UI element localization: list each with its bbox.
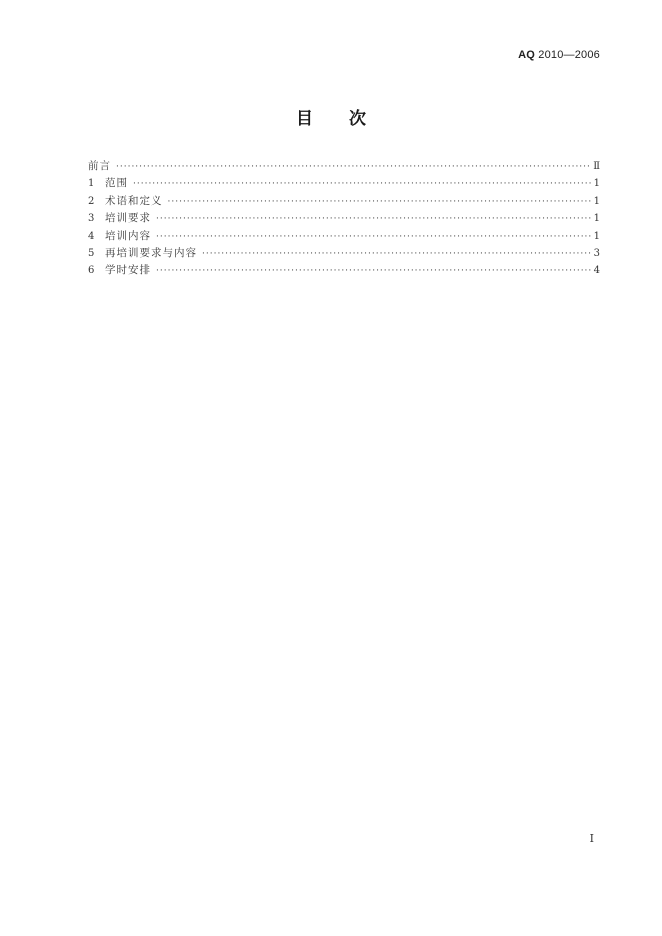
standard-number (518, 49, 600, 61)
toc-entry-label: 范围 (105, 177, 128, 190)
toc-entry-page: 1 (593, 195, 600, 207)
toc-entry-number: 2 (88, 195, 95, 207)
toc-entry-number: 4 (88, 230, 95, 242)
toc-entry-page: 4 (593, 265, 600, 277)
toc-entry-number: 3 (88, 213, 95, 225)
toc-entry-terms[interactable] (88, 193, 600, 210)
toc-entry-retraining[interactable] (88, 245, 600, 262)
page-number: Ⅰ (589, 832, 594, 845)
toc-entry-label: 培训要求 (105, 212, 151, 225)
toc-leader-dots (133, 176, 591, 193)
toc-entry-label: 术语和定义 (105, 194, 163, 207)
toc-entry-page: 1 (593, 213, 600, 225)
toc-title: 目次 (296, 109, 402, 129)
toc-entry-schedule[interactable] (88, 262, 600, 279)
toc-entry-page: 1 (593, 178, 600, 190)
toc-entry-page: 3 (593, 247, 600, 259)
toc-entry-label: 学时安排 (105, 264, 151, 277)
toc-leader-dots (156, 211, 591, 228)
toc-entry-label: 培训内容 (105, 229, 151, 242)
toc-leader-dots (156, 229, 591, 246)
toc-entry-label: 前言 (88, 160, 111, 172)
toc-entry-number: 6 (88, 265, 95, 277)
toc-entry-scope[interactable] (88, 175, 600, 192)
toc-entry-foreword[interactable] (88, 158, 600, 175)
toc-leader-dots (168, 194, 591, 211)
toc-entry-page: Ⅱ (593, 161, 600, 172)
toc-entry-training-content[interactable] (88, 228, 600, 245)
toc-entry-label: 再培训要求与内容 (105, 246, 197, 259)
standard-year: 2010—2006 (538, 49, 600, 61)
table-of-contents (88, 158, 600, 280)
toc-entry-page: 1 (593, 230, 600, 242)
toc-leader-dots (116, 159, 590, 176)
toc-entry-number: 5 (88, 247, 95, 259)
toc-leader-dots (202, 246, 591, 263)
toc-entry-training-requirements[interactable] (88, 210, 600, 227)
toc-leader-dots (156, 263, 591, 280)
toc-entry-number: 1 (88, 178, 95, 190)
standard-code: AQ (518, 49, 535, 61)
